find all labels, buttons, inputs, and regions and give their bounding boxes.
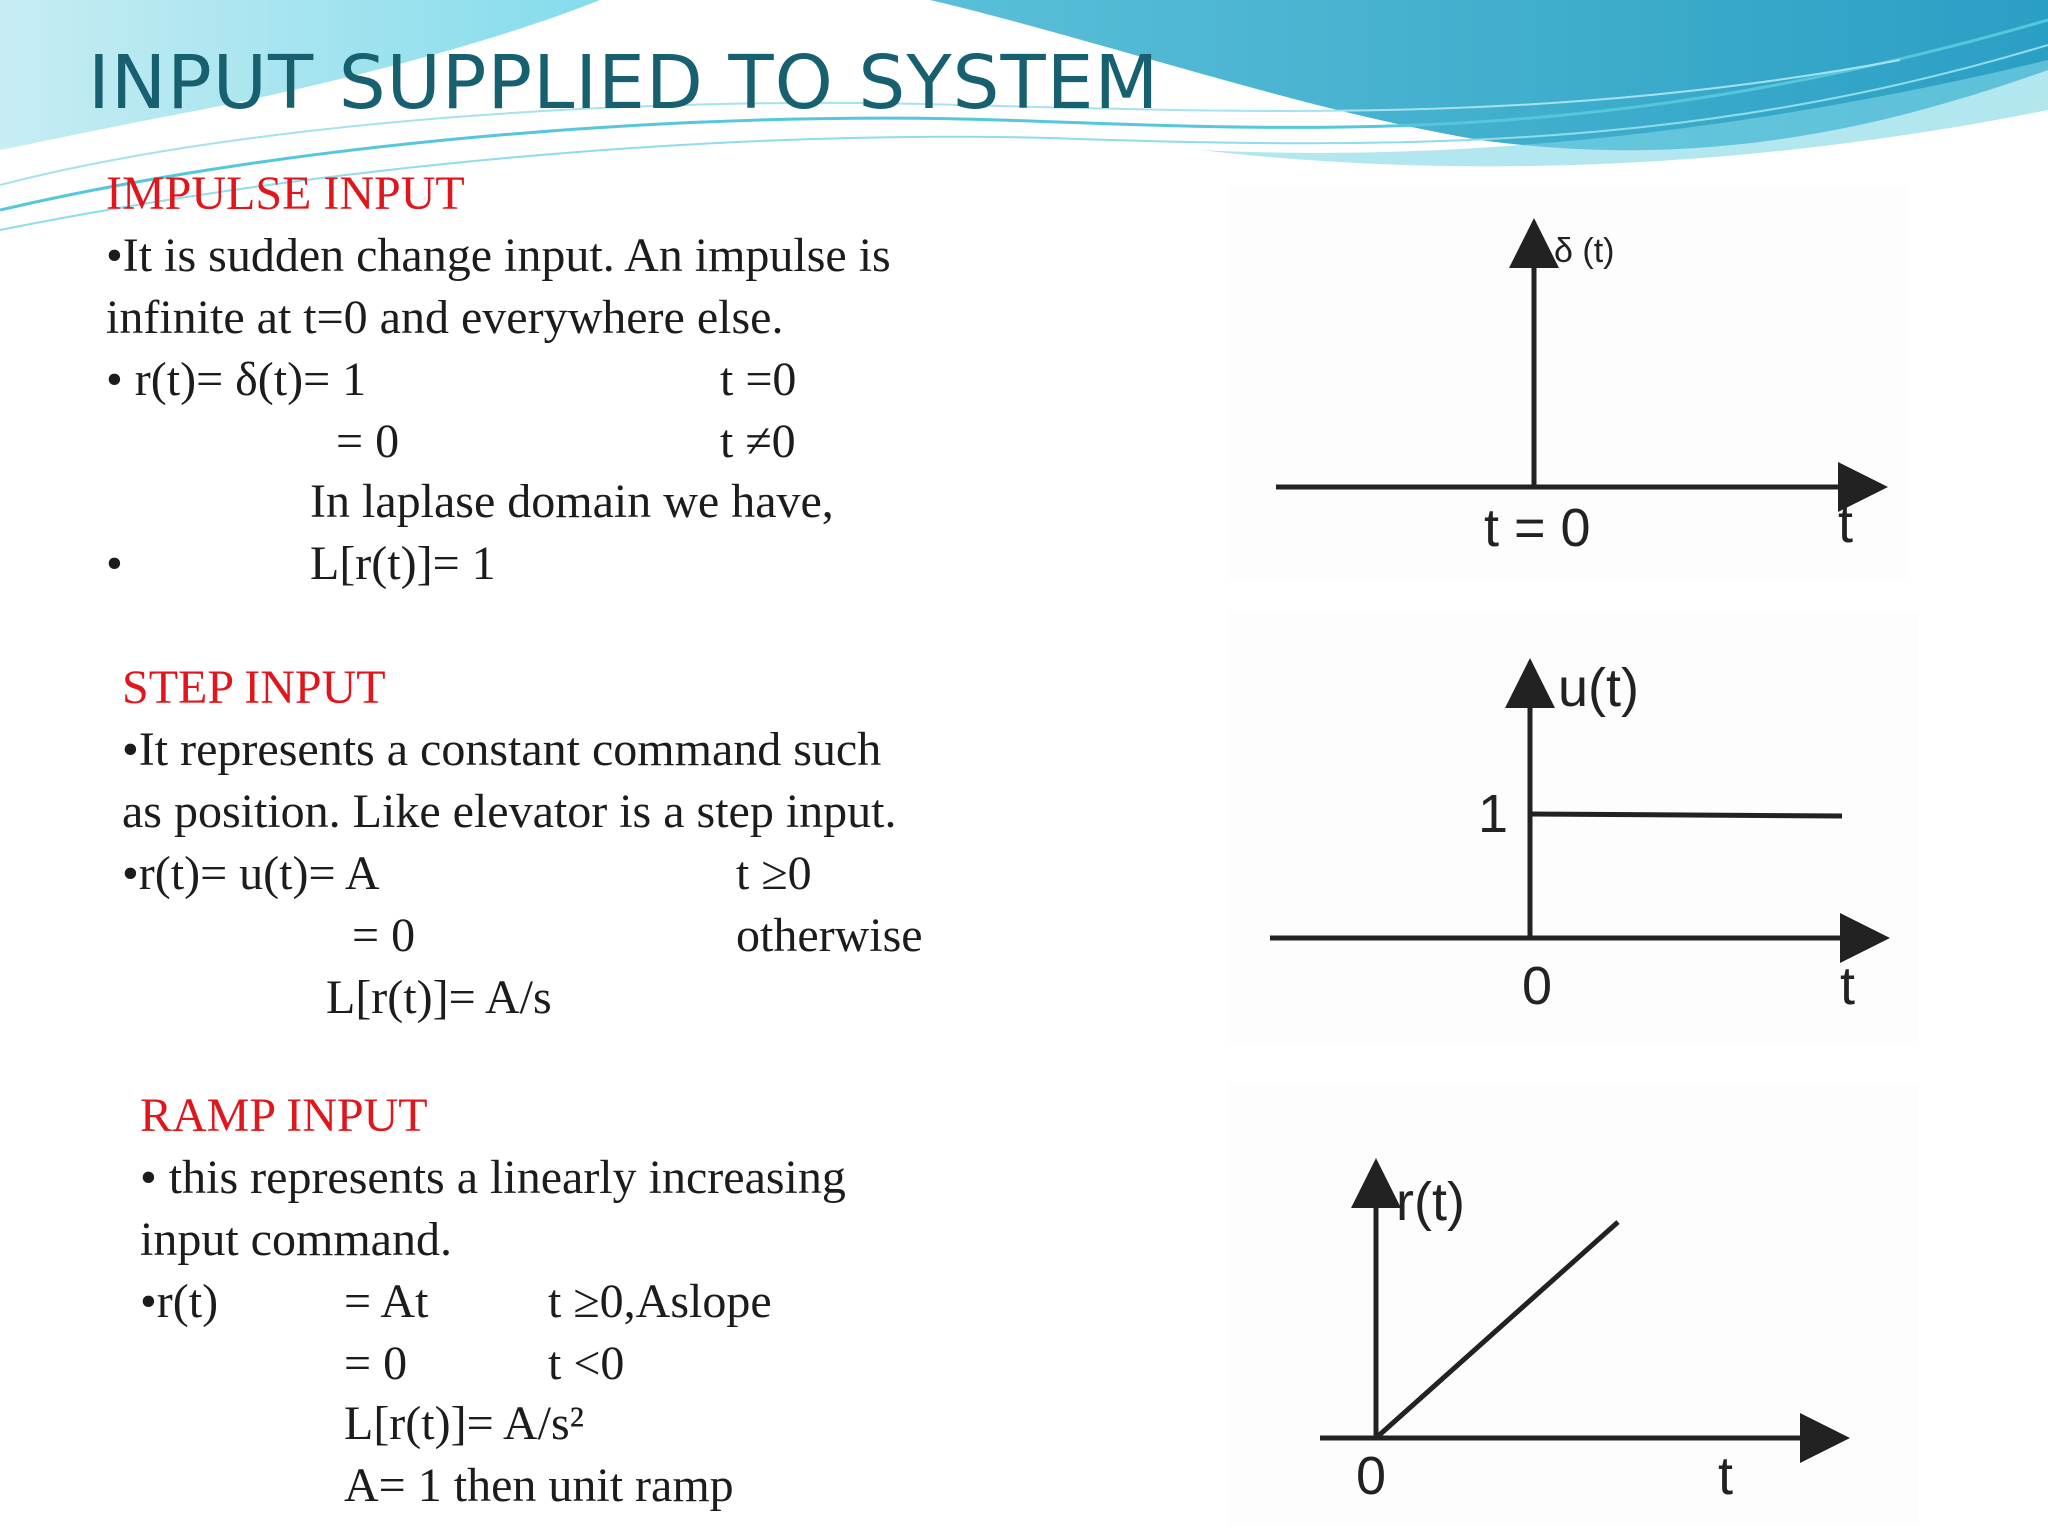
impulse-plot — [1228, 186, 1908, 578]
ramp-description-line-1: • this represents a linearly increasing — [140, 1151, 846, 1204]
step-description-line-1: •It represents a constant command such — [122, 723, 882, 776]
step-laplace-result: L[r(t)]= A/s — [326, 971, 552, 1024]
step-equation-condition: t ≥0 — [736, 847, 812, 900]
ramp-equation-left: •r(t) — [140, 1275, 219, 1328]
ramp-line — [1376, 1222, 1618, 1438]
ramp-equation-value: = At — [344, 1275, 429, 1328]
ramp-heading: RAMP INPUT — [140, 1089, 428, 1142]
impulse-description-line-1: •It is sudden change input. An impulse is — [106, 229, 891, 282]
step-heading: STEP INPUT — [122, 661, 386, 714]
impulse-laplace-intro: In laplase domain we have, — [310, 475, 834, 528]
impulse-y-label: δ (t) — [1554, 232, 1615, 270]
impulse-description-line-2: infinite at t=0 and everywhere else. — [106, 291, 784, 344]
step-level-line — [1530, 814, 1842, 816]
impulse-bullet: • — [106, 537, 123, 590]
ramp-equation-condition: t ≥0,Aslope — [548, 1275, 772, 1328]
impulse-laplace-result: L[r(t)]= 1 — [310, 537, 496, 590]
step-level-label: 1 — [1478, 784, 1509, 844]
ramp-equation-otherwise-value: = 0 — [344, 1337, 408, 1390]
step-equation-left: •r(t)= u(t)= A — [122, 847, 380, 900]
step-origin-label: 0 — [1522, 956, 1553, 1016]
impulse-x-label: t — [1838, 494, 1854, 554]
step-plot — [1228, 612, 1918, 1042]
ramp-figure — [1228, 1084, 1918, 1524]
ramp-unit-note: A= 1 then unit ramp — [344, 1459, 734, 1512]
impulse-equation-condition: t =0 — [720, 353, 797, 406]
step-x-label: t — [1840, 956, 1856, 1016]
impulse-equation-otherwise-value: = 0 — [336, 415, 400, 468]
ramp-plot — [1228, 1084, 1918, 1524]
ramp-origin-label: 0 — [1356, 1446, 1387, 1506]
step-description-line-2: as position. Like elevator is a step input. — [122, 785, 897, 838]
impulse-figure — [1228, 186, 1908, 578]
impulse-equation-otherwise-condition: t ≠0 — [720, 415, 796, 468]
impulse-origin-label: t = 0 — [1484, 498, 1591, 558]
ramp-description-line-2: input command. — [140, 1213, 452, 1266]
ramp-y-label: r(t) — [1396, 1172, 1465, 1232]
impulse-heading: IMPULSE INPUT — [106, 167, 465, 220]
step-y-label: u(t) — [1558, 658, 1639, 718]
ramp-x-label: t — [1718, 1446, 1734, 1506]
impulse-equation-left: • r(t)= δ(t)= 1 — [106, 353, 367, 406]
ramp-equation-otherwise-condition: t <0 — [548, 1337, 625, 1390]
slide-title: INPUT SUPPLIED TO SYSTEM — [88, 40, 1160, 126]
step-equation-otherwise-condition: otherwise — [736, 909, 923, 962]
step-equation-otherwise-value: = 0 — [352, 909, 416, 962]
step-figure — [1228, 612, 1918, 1042]
ramp-laplace-result: L[r(t)]= A/s² — [344, 1397, 585, 1450]
